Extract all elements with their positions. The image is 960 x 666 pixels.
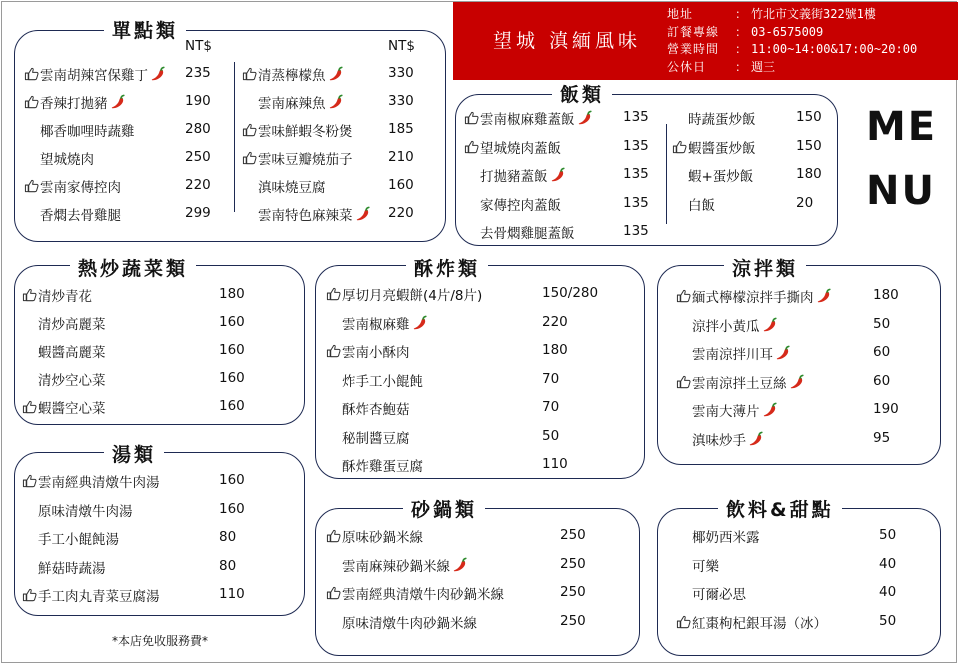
menu-item (674, 581, 746, 605)
menu-item-price: 235 (185, 65, 211, 81)
indent-spacer (240, 178, 258, 194)
title-fan: 飯類 (552, 80, 612, 107)
menu-item (20, 469, 160, 493)
menu-item-price: 160 (219, 398, 245, 414)
chili-pepper-icon (326, 66, 344, 82)
menu-item (670, 106, 756, 130)
menu-item-name: 手工肉丸青菜豆腐湯 (38, 589, 160, 605)
menu-item (22, 90, 126, 114)
info-phone: 訂餐專線 ： 03-6575009 (667, 24, 824, 39)
menu-item-price: 40 (879, 584, 897, 600)
chili-pepper-icon (353, 206, 371, 222)
menu-item-name: 清炒高麗菜 (38, 317, 106, 333)
title-tang: 湯類 (104, 440, 164, 467)
menu-item (674, 313, 778, 337)
menu-item (20, 583, 160, 607)
indent-spacer (324, 315, 342, 331)
menu-item-price: 220 (542, 313, 568, 330)
menu-item (324, 581, 504, 605)
menu-item-price: 135 (623, 194, 649, 211)
menu-item-name: 椰奶西米露 (692, 530, 760, 546)
menu-item (20, 526, 119, 550)
menu-item (22, 202, 121, 226)
menu-item (324, 339, 410, 363)
menu-item-price: 180 (219, 286, 245, 302)
thumbs-up-icon (20, 287, 38, 303)
thumbs-up-icon (674, 374, 692, 390)
menu-item-name: 雲南家傳控肉 (40, 180, 121, 196)
thumbs-up-icon (20, 473, 38, 489)
menu-item (324, 610, 477, 634)
menu-item-name: 香燜去骨雞腿 (40, 208, 121, 224)
menu-item-name: 雲南大薄片 (692, 404, 760, 420)
menu-item (462, 106, 593, 130)
menu-item-price: 135 (623, 109, 649, 125)
menu-item (324, 553, 468, 577)
menu-item-price: 110 (219, 586, 245, 602)
menu-item-name: 去骨燜雞腿蓋飯 (480, 226, 575, 242)
menu-item-price: 70 (542, 399, 560, 415)
menu-item (324, 368, 423, 392)
chili-pepper-icon (326, 94, 344, 110)
menu-item-price: 250 (185, 149, 211, 165)
menu-item (462, 135, 561, 159)
menu-item-name: 炸手工小餛飩 (342, 373, 423, 390)
menu-item (324, 425, 410, 449)
menu-item-name: 椰香咖哩時蔬雞 (40, 124, 135, 140)
menu-item-name: 雲味鮮蝦冬粉煲 (258, 124, 353, 140)
indent-spacer (674, 431, 692, 447)
menu-item-price: 160 (219, 500, 245, 517)
indent-spacer (20, 371, 38, 387)
menu-item-price: 160 (219, 472, 245, 488)
indent-spacer (22, 150, 40, 166)
thumbs-up-icon (462, 139, 480, 155)
menu-item-price: 50 (879, 527, 897, 543)
thumbs-up-icon (22, 94, 40, 110)
menu-item (240, 62, 344, 86)
indent-spacer (670, 167, 688, 183)
menu-item-name: 酥炸雞蛋豆腐 (342, 459, 423, 475)
indent-spacer (674, 402, 692, 418)
menu-item (240, 118, 353, 142)
menu-item-price: 250 (560, 584, 586, 600)
menu-item (324, 396, 410, 420)
menu-item-price: 160 (219, 370, 245, 386)
menu-item-name: 蝦+蛋炒飯 (688, 169, 754, 185)
menu-item (22, 174, 121, 198)
menu-item-name: 酥炸杏鮑菇 (342, 402, 410, 418)
menu-item (670, 192, 715, 216)
menu-item (674, 427, 764, 451)
menu-item (670, 135, 756, 159)
menu-item-price: 160 (388, 177, 414, 193)
menu-item-price: 210 (388, 149, 414, 165)
menu-item-name: 雲味豆瓣燒茄子 (258, 152, 353, 168)
menu-item (674, 341, 791, 365)
menu-item-name: 原味清燉牛肉湯 (38, 503, 133, 520)
title-liangban: 涼拌類 (724, 254, 806, 281)
menu-item-name: 秘制醬豆腐 (342, 430, 410, 447)
menu-item-name: 雲南椒麻雞蓋飯 (480, 112, 575, 128)
chili-pepper-icon (760, 402, 778, 418)
menu-item (20, 339, 106, 363)
divider-dandian (234, 62, 235, 212)
chili-pepper-icon (814, 288, 832, 304)
menu-item-name: 鮮菇時蔬湯 (38, 560, 106, 577)
info-hours: 營業時間 ： 11:00~14:00&17:00~20:00 (667, 42, 918, 56)
menu-item (20, 283, 92, 307)
title-dandian: 單點類 (104, 16, 186, 43)
menu-item-price: 20 (796, 194, 814, 211)
menu-item-price: 70 (542, 370, 560, 387)
menu-item-price: 250 (560, 527, 586, 543)
menu-item-price: 110 (542, 456, 568, 472)
menu-item-name: 涼拌小黃瓜 (692, 318, 760, 335)
menu-item (324, 524, 423, 548)
menu-item-price: 330 (388, 65, 414, 81)
menu-item (20, 555, 106, 579)
menu-item-price: 180 (542, 342, 568, 358)
title-shaguo: 砂鍋類 (403, 495, 485, 522)
menu-item (324, 453, 423, 477)
indent-spacer (462, 167, 480, 183)
thumbs-up-icon (324, 286, 342, 302)
menu-item (674, 553, 719, 577)
menu-item-price: 135 (623, 223, 649, 239)
menu-item-name: 白飯 (688, 197, 715, 214)
menu-item-price: 160 (219, 342, 245, 358)
thumbs-up-icon (22, 66, 40, 82)
menu-item (324, 282, 482, 306)
title-rechao: 熱炒蔬菜類 (70, 254, 196, 281)
chili-pepper-icon (450, 557, 468, 573)
menu-item-name: 緬式檸檬涼拌手撕肉 (692, 290, 814, 306)
menu-item-name: 可樂 (692, 558, 719, 575)
menu-word-1: ME (866, 104, 938, 150)
menu-item (240, 202, 371, 226)
menu-item (462, 163, 566, 187)
divider-fan (666, 124, 667, 224)
indent-spacer (20, 530, 38, 546)
thumbs-up-icon (240, 66, 258, 82)
menu-item (20, 367, 106, 391)
menu-item-price: 180 (796, 166, 822, 182)
menu-item (674, 284, 832, 308)
menu-item-name: 蝦醬空心菜 (38, 401, 106, 417)
header-banner (453, 2, 958, 80)
info-address: 地址 ： 竹北市文義街322號1樓 (667, 7, 876, 21)
menu-word-2: NU (866, 168, 936, 214)
menu-item (22, 62, 166, 86)
menu-item (240, 146, 353, 170)
menu-item-price: 150/280 (542, 285, 599, 301)
menu-item (674, 610, 827, 634)
menu-item-price: 80 (219, 557, 237, 574)
menu-item (240, 174, 326, 198)
menu-item (324, 311, 428, 335)
indent-spacer (462, 196, 480, 212)
menu-item-name: 雲南椒麻雞 (342, 316, 410, 333)
menu-item-name: 清炒空心菜 (38, 373, 106, 389)
menu-item-price: 250 (560, 555, 586, 572)
menu-item-price: 50 (873, 315, 891, 332)
menu-item-price: 150 (796, 109, 822, 125)
indent-spacer (324, 372, 342, 388)
menu-item-name: 蝦醬高麗菜 (38, 345, 106, 361)
menu-item (20, 311, 106, 335)
menu-item-price: 299 (185, 205, 211, 221)
menu-item-price: 190 (873, 401, 899, 417)
indent-spacer (674, 317, 692, 333)
menu-item-name: 清炒青花 (38, 289, 92, 305)
chili-pepper-icon (108, 94, 126, 110)
menu-item-price: 80 (219, 529, 237, 545)
menu-item-name: 滇味炒手 (692, 432, 746, 449)
menu-item-name: 清蒸檸檬魚 (258, 68, 326, 84)
title-suzha: 酥炸類 (406, 254, 488, 281)
indent-spacer (324, 557, 342, 573)
menu-item (240, 90, 344, 114)
menu-item-price: 50 (542, 427, 560, 444)
thumbs-up-icon (20, 587, 38, 603)
indent-spacer (20, 343, 38, 359)
menu-item-price: 280 (185, 121, 211, 137)
title-yinliao: 飲料&甜點 (718, 495, 842, 522)
thumbs-up-icon (240, 122, 258, 138)
price-header-left: NT$ (185, 38, 212, 54)
menu-item-price: 160 (219, 314, 245, 330)
indent-spacer (22, 122, 40, 138)
indent-spacer (22, 206, 40, 222)
menu-item (462, 220, 575, 244)
menu-item (20, 395, 106, 419)
indent-spacer (20, 502, 38, 518)
menu-item-name: 原味清燉牛肉砂鍋米線 (342, 615, 477, 632)
menu-item-name: 望城燒肉蓋飯 (480, 140, 561, 157)
menu-item-price: 185 (388, 121, 414, 137)
menu-item-name: 蝦醬蛋炒飯 (688, 140, 756, 157)
indent-spacer (462, 224, 480, 240)
menu-item (674, 370, 805, 394)
menu-item-name: 雲南胡辣宮保雞丁 (40, 68, 148, 84)
menu-item-name: 雲南涼拌川耳 (692, 347, 773, 363)
chili-pepper-icon (410, 315, 428, 331)
chili-pepper-icon (773, 345, 791, 361)
menu-item (674, 524, 760, 548)
menu-item (22, 118, 135, 142)
menu-item (462, 192, 561, 216)
menu-item-price: 95 (873, 429, 891, 446)
menu-item (22, 146, 94, 170)
menu-item-price: 135 (623, 166, 649, 182)
menu-item-name: 可爾必思 (692, 587, 746, 603)
menu-item-name: 家傳控肉蓋飯 (480, 197, 561, 214)
indent-spacer (670, 196, 688, 212)
indent-spacer (324, 400, 342, 416)
indent-spacer (20, 315, 38, 331)
menu-item (674, 398, 778, 422)
menu-item-name: 雲南小酥肉 (342, 345, 410, 361)
menu-item-name: 滇味燒豆腐 (258, 180, 326, 196)
restaurant-name: 望城 滇緬風味 (493, 30, 642, 52)
menu-item-price: 180 (873, 287, 899, 303)
indent-spacer (240, 94, 258, 110)
thumbs-up-icon (240, 150, 258, 166)
menu-item-name: 時蔬蛋炒飯 (688, 112, 756, 128)
menu-item-name: 厚切月亮蝦餅(4片/8片) (342, 288, 483, 304)
thumbs-up-icon (674, 614, 692, 630)
indent-spacer (20, 559, 38, 575)
indent-spacer (324, 614, 342, 630)
chili-pepper-icon (787, 374, 805, 390)
price-header-right: NT$ (388, 38, 415, 54)
chili-pepper-icon (548, 167, 566, 183)
chili-pepper-icon (760, 317, 778, 333)
menu-item-name: 望城燒肉 (40, 152, 94, 168)
indent-spacer (324, 457, 342, 473)
chili-pepper-icon (575, 110, 593, 126)
menu-item (20, 498, 133, 522)
menu-item-price: 190 (185, 93, 211, 109)
menu-item-name: 原味砂鍋米線 (342, 530, 423, 546)
thumbs-up-icon (324, 528, 342, 544)
restaurant-info (667, 6, 917, 76)
menu-item-price: 150 (796, 137, 822, 154)
thumbs-up-icon (670, 139, 688, 155)
chili-pepper-icon (148, 66, 166, 82)
menu-item-price: 220 (185, 177, 211, 193)
menu-item-price: 220 (388, 205, 414, 221)
thumbs-up-icon (324, 343, 342, 359)
menu-item-name: 雲南經典清燉牛肉湯 (38, 475, 160, 491)
indent-spacer (674, 585, 692, 601)
thumbs-up-icon (22, 178, 40, 194)
indent-spacer (324, 429, 342, 445)
menu-item-name: 雲南經典清燉牛肉砂鍋米線 (342, 587, 504, 603)
service-note: *本店免收服務費* (112, 634, 209, 648)
thumbs-up-icon (674, 288, 692, 304)
thumbs-up-icon (324, 585, 342, 601)
menu-item-name: 雲南麻辣砂鍋米線 (342, 558, 450, 575)
indent-spacer (674, 528, 692, 544)
chili-pepper-icon (746, 431, 764, 447)
menu-item-name: 紅棗枸杞銀耳湯（冰） (692, 615, 827, 632)
menu-item-price: 50 (879, 612, 897, 629)
menu-item-price: 135 (623, 137, 649, 154)
menu-item-name: 打拋豬蓋飯 (480, 169, 548, 185)
menu-item-price: 40 (879, 555, 897, 572)
thumbs-up-icon (462, 110, 480, 126)
indent-spacer (674, 557, 692, 573)
indent-spacer (674, 345, 692, 361)
menu-item-name: 雲南涼拌土豆絲 (692, 375, 787, 392)
indent-spacer (240, 206, 258, 222)
menu-item-name: 香辣打拋豬 (40, 96, 108, 112)
menu-item-name: 雲南特色麻辣菜 (258, 208, 353, 224)
menu-item-price: 60 (873, 372, 891, 389)
menu-item-price: 60 (873, 344, 891, 360)
menu-item (670, 163, 753, 187)
menu-item-price: 250 (560, 612, 586, 629)
indent-spacer (670, 110, 688, 126)
info-closed: 公休日 ： 週三 (667, 59, 776, 74)
menu-item-price: 330 (388, 93, 414, 109)
thumbs-up-icon (20, 399, 38, 415)
menu-item-name: 手工小餛飩湯 (38, 532, 119, 548)
menu-item-name: 雲南麻辣魚 (258, 96, 326, 112)
